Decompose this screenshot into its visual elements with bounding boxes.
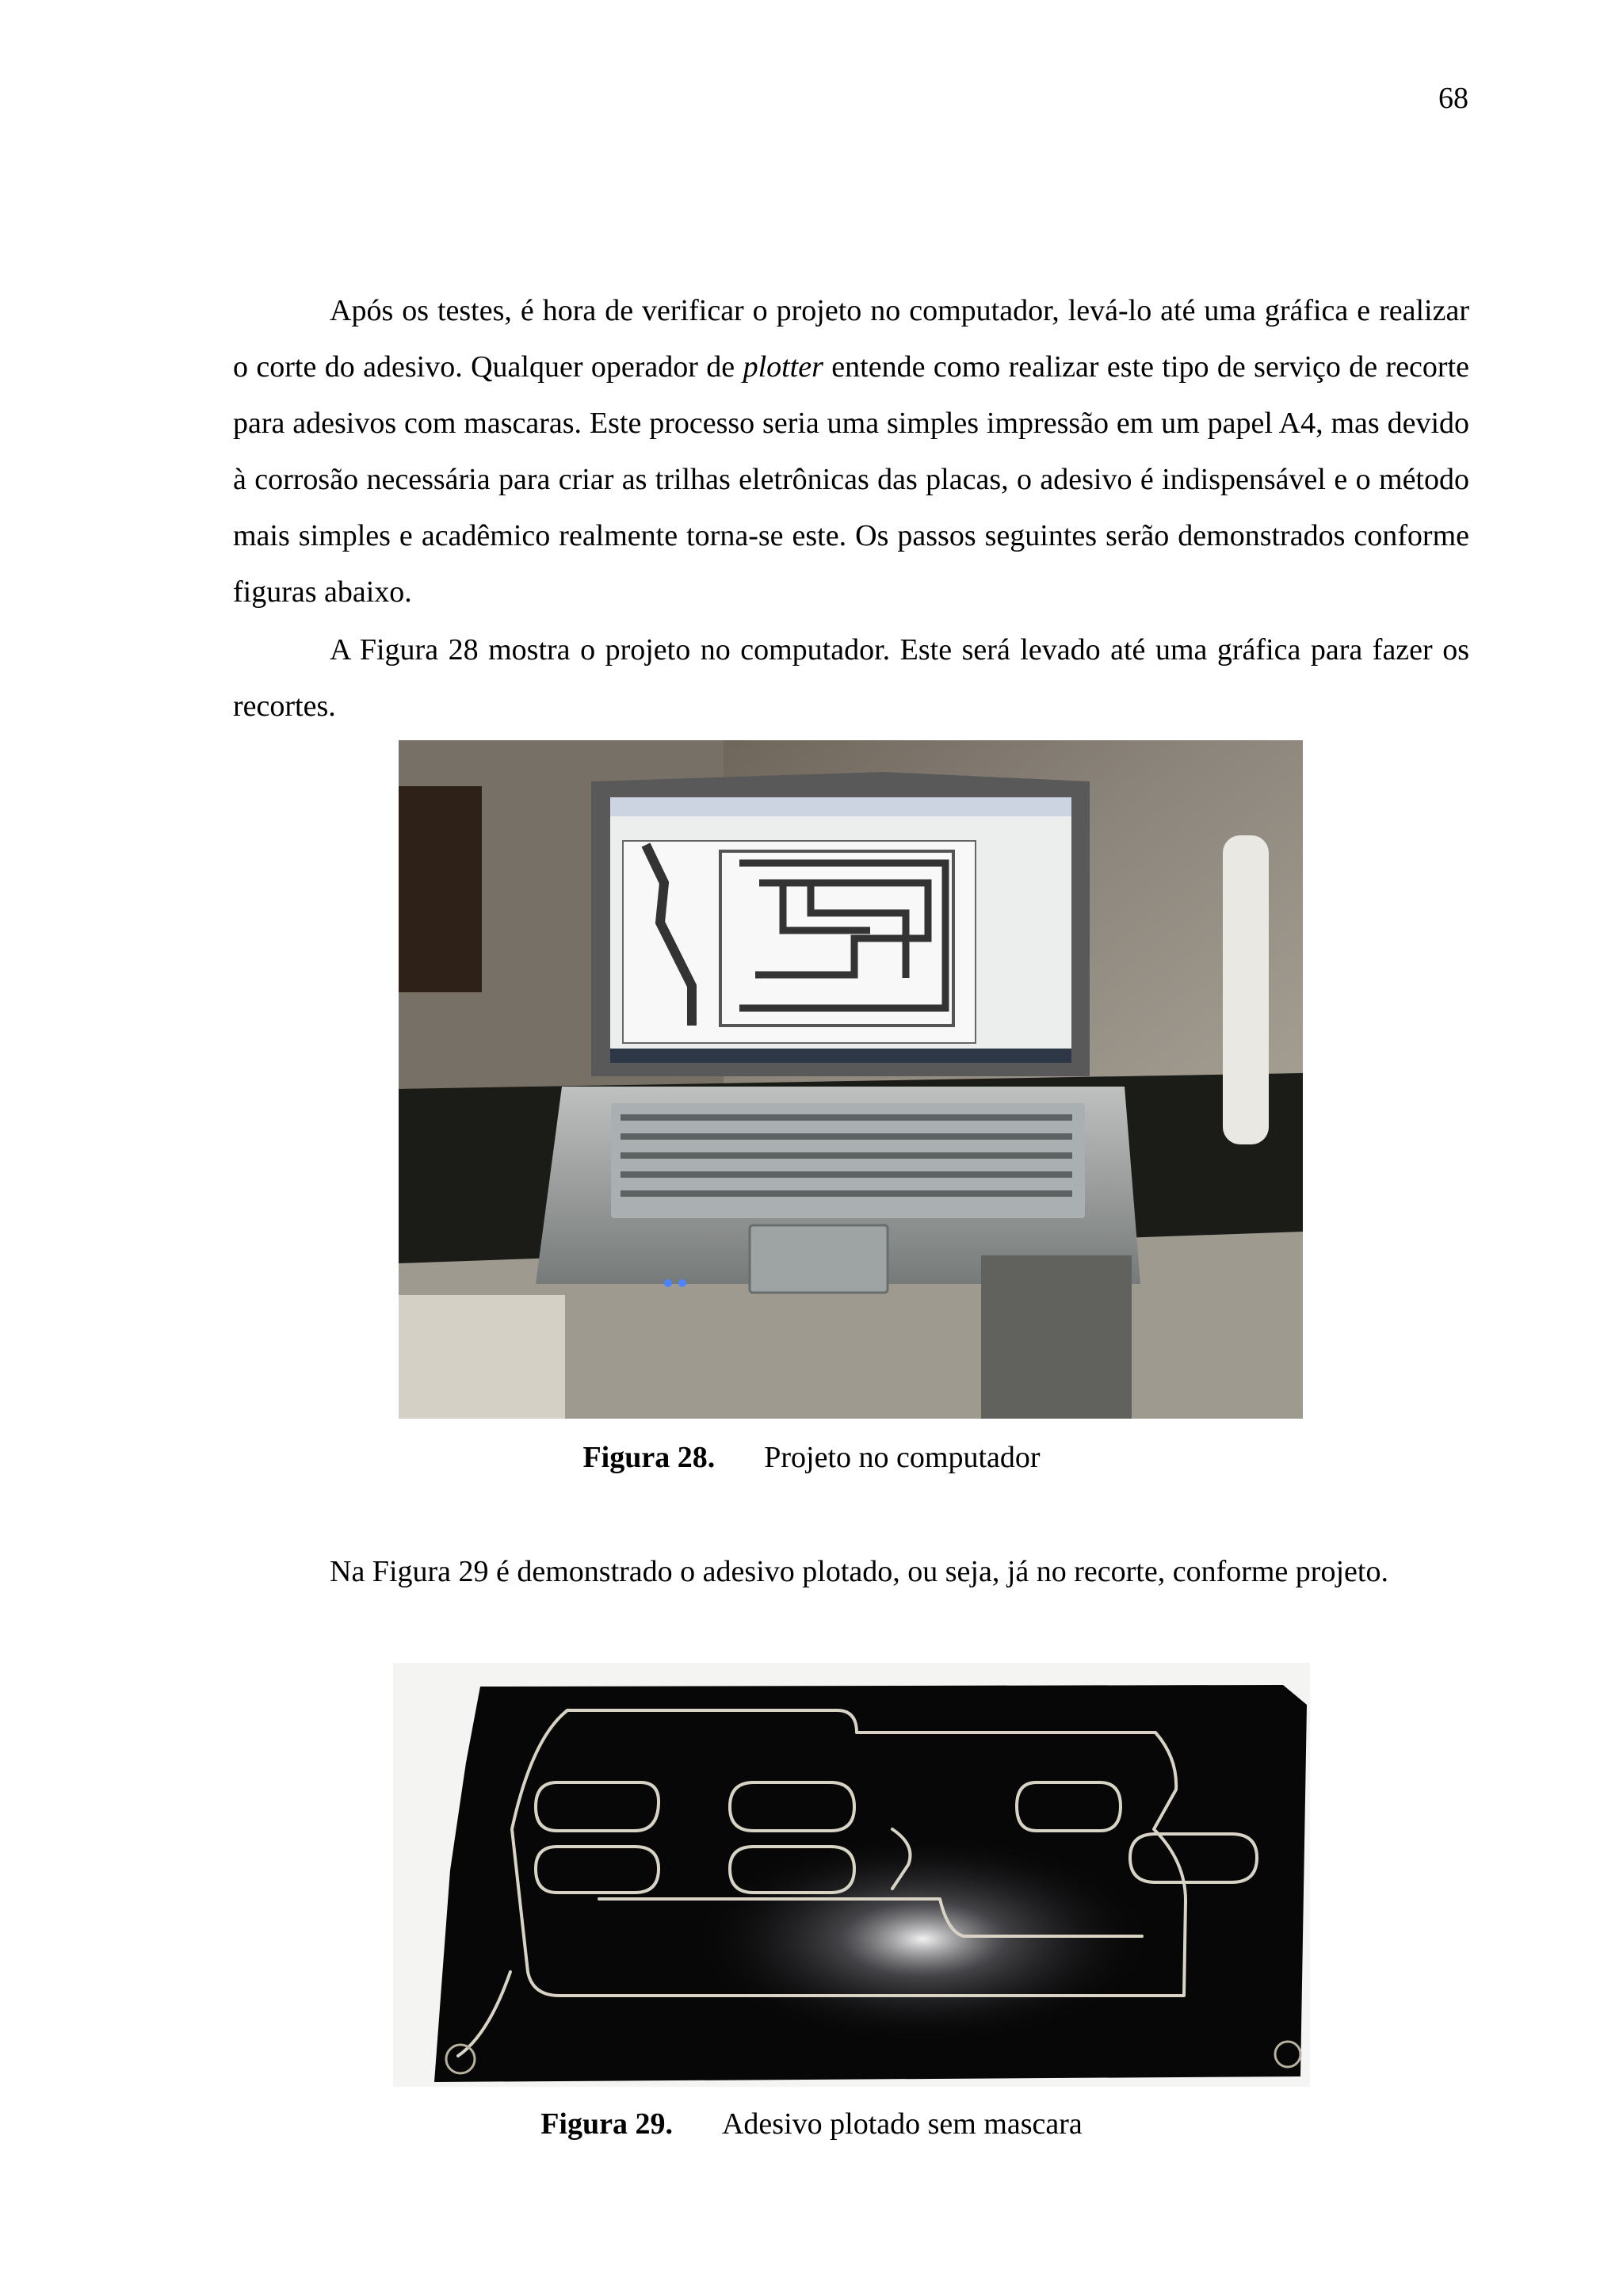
paragraph-testing-start: Após os testes, é hora de verificar o projeto no computador, levá-lo até uma gráfica e realizar o corte do adesivo. Qualquer operador de <box>233 294 1469 384</box>
paragraph-figure-29-intro: Na Figura 29 é demonstrado o adesivo plotado, ou seja, já no recorte, conforme projeto. <box>330 1555 1388 1588</box>
figure-29-caption <box>0 2105 1623 2143</box>
laptop-project-photo <box>399 740 1303 1419</box>
plotter-term: plotter <box>743 350 823 384</box>
figure-29-label: Figura 29. <box>540 2107 673 2141</box>
paragraph-figure-28-intro: A Figura 28 mostra o projeto no computador. Este será levado até uma gráfica para fazer os recortes. <box>233 633 1469 723</box>
page-number: 68 <box>1438 82 1468 115</box>
figure-29-caption-text: Adesivo plotado sem mascara <box>721 2107 1083 2141</box>
figure-28-caption-text: Projeto no computador <box>764 1441 1041 1474</box>
figure-28-label: Figura 28. <box>582 1441 716 1474</box>
figure-28-caption <box>0 1438 1623 1477</box>
plotted-sticker-photo <box>393 1663 1310 2087</box>
paragraph-testing <box>233 283 1469 621</box>
paragraph-testing-end: entende como realizar este tipo de serviço de recorte para adesivos com mascaras. Este processo seria uma simples impressão em um papel A4, mas devido à corrosão necessária para criar as trilhas eletrônicas das placas, o adesivo é indispensável e o método mais simples e acadêmico realmente torna-se este. Os passos seguintes serão demonstrados conforme figuras abaixo. <box>233 350 1469 609</box>
